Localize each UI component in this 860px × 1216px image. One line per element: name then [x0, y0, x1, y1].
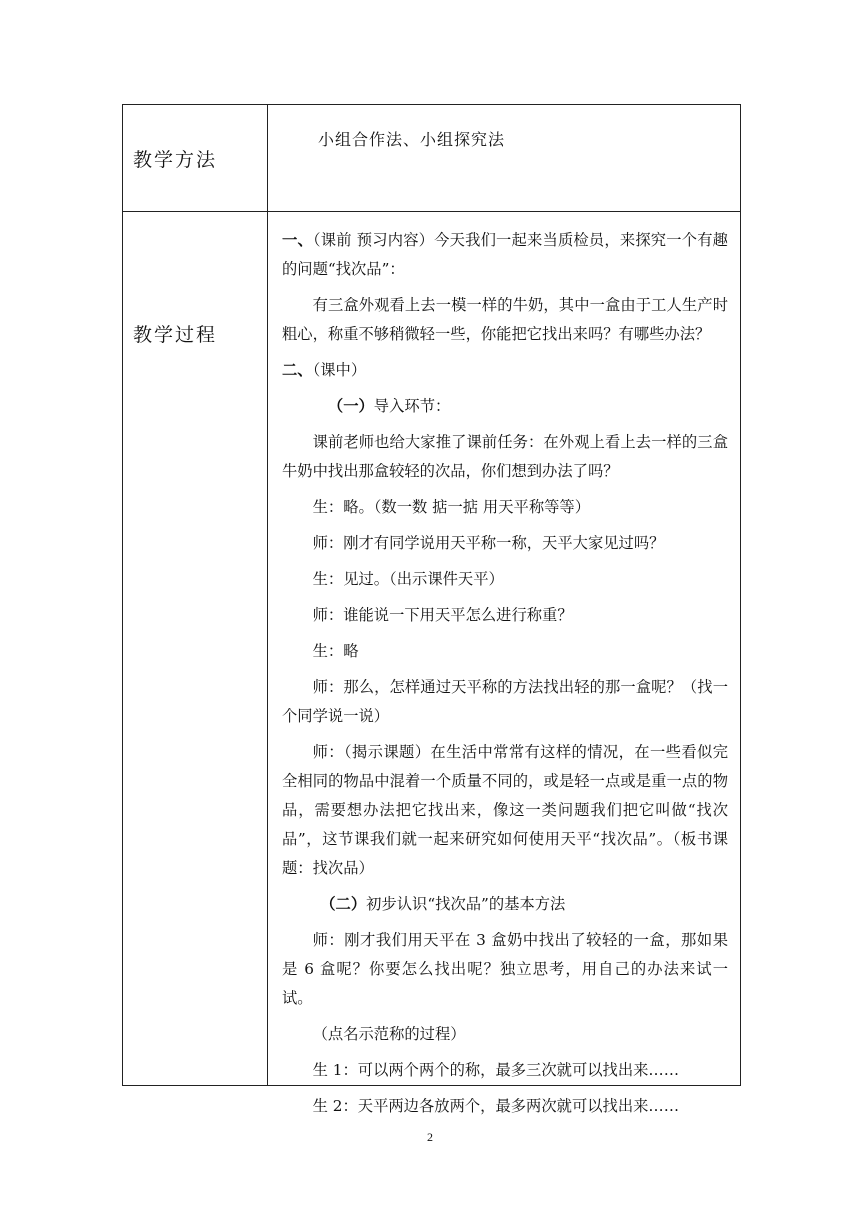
section-heading-marker: 二、 [282, 361, 313, 379]
process-paragraph: （点名示范称的过程） [312, 1025, 466, 1043]
page-number: 2 [427, 1130, 433, 1144]
process-paragraph: 生：见过。（出示课件天平） [312, 570, 504, 588]
lesson-plan-table [122, 104, 741, 1115]
teaching-process-row [123, 212, 741, 1086]
teaching-method-label: 教学方法 [123, 105, 268, 212]
teaching-method-row [123, 105, 741, 212]
process-paragraph: （二）初步认识“找次品”的基本方法 [320, 895, 566, 913]
process-paragraph: 有三盒外观看上去一模一样的牛奶，其中一盒由于工人生产时粗心，称重不够稍微轻一些，你能把它找出来吗？有哪些办法？ [282, 296, 728, 343]
process-paragraph: 师：那么，怎样通过天平称的方法找出轻的那一盒呢？（找一个同学说一说） [282, 678, 728, 725]
subsection-heading-marker: （二） [320, 895, 367, 913]
teaching-process-content [268, 212, 740, 1115]
teaching-process-label: 教学过程 [123, 212, 268, 1086]
process-paragraph: 一、（课前 预习内容）今天我们一起来当质检员，来探究一个有趣的问题“找次品”： [282, 231, 728, 278]
process-paragraph: 生 2：天平两边各放两个，最多两次就可以找出来…… [312, 1097, 680, 1115]
process-paragraph: 生：略。（数一数 掂一掂 用天平称等等） [312, 498, 591, 516]
process-paragraph: 师：（揭示课题）在生活中常常有这样的情况，在一些看似完全相同的物品中混着一个质量不同的，或是轻一点或是重一点的物品，需要想办法把它找出来，像这一类问题我们把它叫做“找次品”，这节课我们就一起来研究如何使用天平“找次品”。（板书课题：找次品） [282, 743, 728, 877]
process-paragraph: 二、（课中） [282, 361, 367, 379]
teaching-method-text: 小组合作法、小组探究法 [318, 130, 506, 149]
process-paragraph: 课前老师也给大家推了课前任务：在外观上看上去一样的三盒牛奶中找出那盒较轻的次品，你们想到办法了吗？ [282, 433, 728, 480]
section-heading-marker: 一、 [282, 231, 313, 249]
process-paragraph: （一）导入环节： [327, 397, 451, 415]
process-paragraph: 生：略 [312, 642, 359, 660]
process-paragraph: 师：谁能说一下用天平怎么进行称重？ [312, 606, 573, 624]
teaching-process-cell [268, 212, 741, 1115]
process-paragraph: 师：刚才我们用天平在 3 盒奶中找出了较轻的一盒，那如果是 6 盒呢？你要怎么找出呢？独立思考，用自己的办法来试一试。 [282, 931, 728, 1007]
process-paragraph: 师：刚才有同学说用天平称一称，天平大家见过吗？ [312, 534, 665, 552]
subsection-heading-marker: （一） [327, 397, 374, 415]
process-paragraph: 生 1：可以两个两个的称，最多三次就可以找出来…… [312, 1061, 680, 1079]
teaching-method-cell [268, 105, 741, 212]
